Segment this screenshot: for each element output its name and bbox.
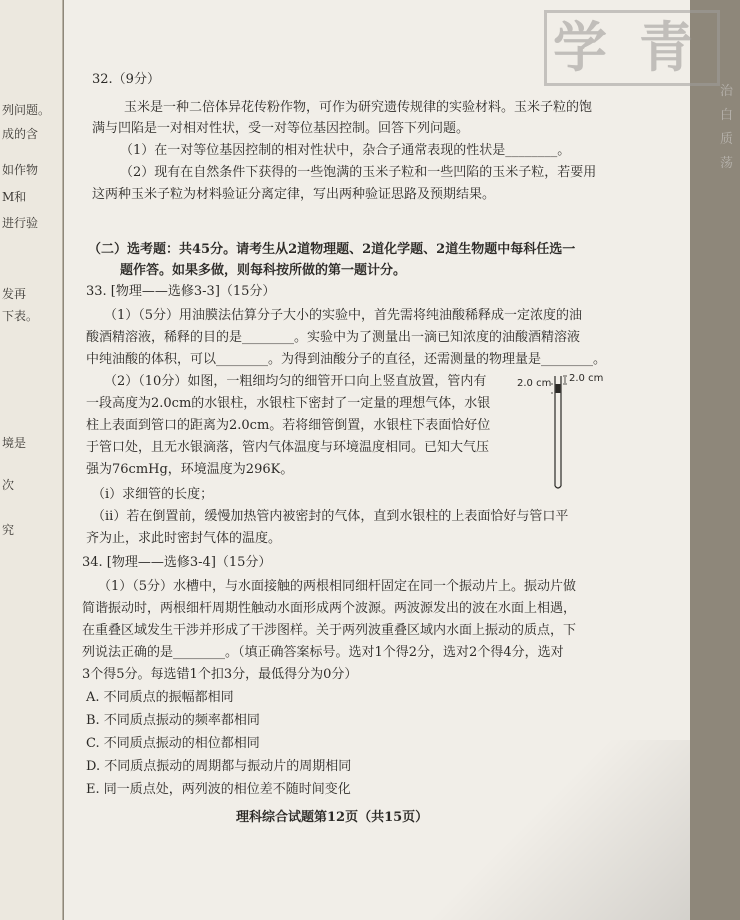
seal-stamp (544, 10, 720, 86)
left-page-fragment: 成的含 (2, 127, 39, 141)
left-page-fragment: 究 (2, 523, 15, 537)
q33-part2-line: （2）（10分）如图，一粗细均匀的细管开口向上竖直放置，管内有 (104, 374, 487, 389)
left-page-fragment: 境是 (2, 436, 27, 450)
exam-page (64, 0, 734, 920)
q33-heading: 33. [物理——选修3-3]（15分） (86, 284, 276, 299)
diagram-label-right: 2.0 cm (569, 373, 604, 384)
q33-subq-ii: （ii）若在倒置前，缓慢加热管内被密封的气体，直到水银柱的上表面恰好与管口平 (92, 509, 569, 524)
option-d: D. 不同质点振动的周期都与振动片的周期相同 (86, 759, 352, 774)
adjacent-page (0, 0, 63, 920)
q32-line: （2）现有在自然条件下获得的一些饱满的玉米子粒和一些凹陷的玉米子粒，若要用 (120, 165, 597, 180)
stamp-char: 青 (639, 16, 693, 79)
edge-char: 治 (720, 84, 734, 99)
diagram-label-left: 2.0 cm (517, 378, 552, 389)
q33-part1-line: 酸酒精溶液，稀释的目的是________。实验中为了测量出一滴已知浓度的油酸酒精溶液 (86, 330, 581, 345)
q32-line: 玉米是一种二倍体异花传粉作物，可作为研究遗传规律的实验材料。玉米子粒的饱 (124, 100, 593, 115)
q34-line: 简谐振动时，两根细杆周期性触动水面形成两个波源。两波源发出的波在水面上相遇， (82, 601, 577, 616)
q32-line: （1）在一对等位基因控制的相对性状中，杂合子通常表现的性状是________。 (120, 143, 571, 158)
edge-char: 白 (720, 108, 734, 123)
q33-part1-line: 中纯油酸的体积，可以________。为得到油酸分子的直径，还需测量的物理量是________。 (86, 352, 607, 367)
section-intro: （二）选考题：共45分。请考生从2道物理题、2道化学题、2道生物题中每科任选一 (88, 242, 576, 257)
q34-heading: 34. [物理——选修3-4]（15分） (82, 555, 272, 570)
q34-line: （1）（5分）水槽中，与水面接触的两根相同细杆固定在同一个振动片上。振动片做 (98, 579, 577, 594)
left-page-fragment: 下表。 (2, 309, 39, 323)
q33-subq-ii: 齐为止，求此时密封气体的温度。 (86, 531, 282, 546)
left-page-fragment: 如作物 (2, 163, 39, 177)
option-a: A. 不同质点的振幅都相同 (86, 690, 234, 705)
left-page-fragment: 列问题。 (2, 103, 51, 117)
right-edge-fragments (720, 80, 740, 176)
section-intro: 题作答。如果多做，则每科按所做的第一题计分。 (120, 263, 407, 278)
q33-part2-line: 柱上表面到管口的距离为2.0cm。若将细管倒置，水银柱下表面恰好位 (86, 418, 491, 433)
q32-heading: 32.（9分） (92, 72, 160, 87)
option-b: B. 不同质点振动的频率都相同 (86, 713, 260, 728)
q34-line: 3个得5分。每选错1个扣3分，最低得分为0分） (82, 667, 358, 682)
q32-line: 这两种玉米子粒为材料验证分离定律，写出两种验证思路及预期结果。 (92, 187, 496, 202)
left-page-fragment: 进行验 (2, 216, 39, 230)
q33-part2-line: 一段高度为2.0cm的水银柱，水银柱下密封了一定量的理想气体，水银 (86, 396, 491, 411)
mercury-tube-diagram (517, 362, 607, 492)
page-footer: 理科综合试题第12页（共15页） (236, 810, 429, 825)
option-e: E. 同一质点处，两列波的相位差不随时间变化 (86, 782, 351, 797)
q33-subq-i: （i）求细管的长度； (92, 487, 214, 502)
q33-part2-line: 于管口处，且无水银滴落，管内气体温度与环境温度相同。已知大气压 (86, 440, 490, 455)
edge-char: 质 (720, 132, 734, 147)
q33-part1-line: （1）（5分）用油膜法估算分子大小的实验中，首先需将纯油酸稀释成一定浓度的油 (104, 308, 583, 323)
page-shadow (430, 740, 690, 920)
left-page-fragment: M和 (2, 190, 27, 204)
q34-line: 在重叠区域发生干涉并形成了干涉图样。关于两列波重叠区域内水面上振动的质点，下 (82, 623, 577, 638)
stamp-char: 学 (553, 16, 607, 79)
left-page-fragment: 次 (2, 478, 15, 492)
edge-char: 荡 (720, 156, 734, 171)
left-page-fragment: 发再 (2, 287, 27, 301)
q32-line: 满与凹陷是一对相对性状，受一对等位基因控制。回答下列问题。 (92, 121, 470, 136)
q34-line: 列说法正确的是________。（填正确答案标号。选对1个得2分，选对2个得4分，选对 (82, 645, 564, 660)
option-c: C. 不同质点振动的相位都相同 (86, 736, 260, 751)
q33-part2-line: 强为76cmHg，环境温度为296K。 (86, 462, 294, 477)
